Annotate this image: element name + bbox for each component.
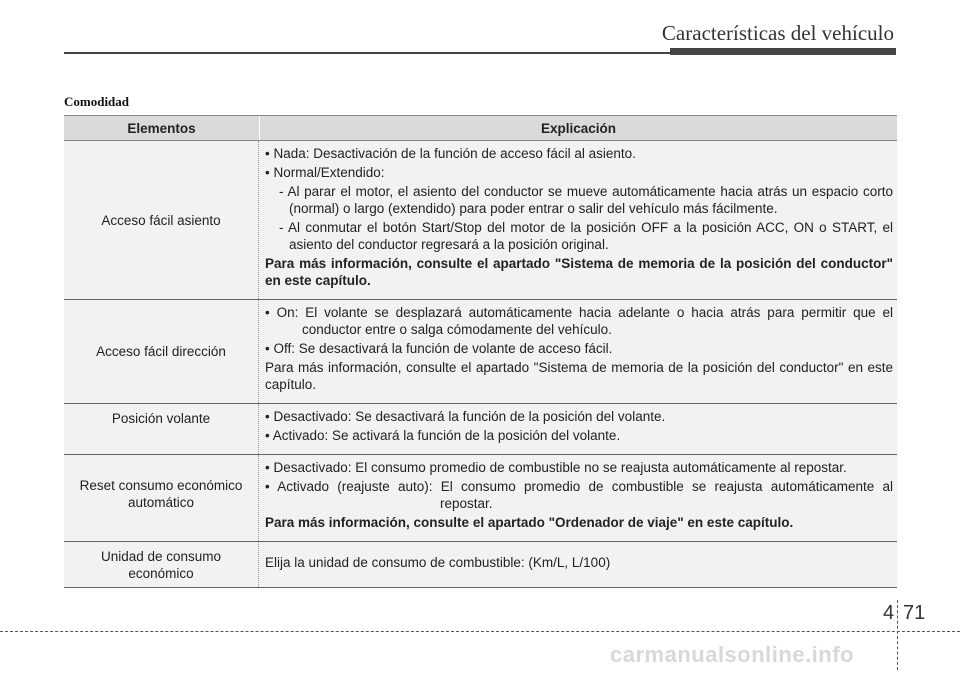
explanation-note: Para más información, consulte el apartado "Sistema de memoria de la posición del conductor" en este capítulo. xyxy=(265,256,893,288)
explanation-line: • Desactivado: Se desactivará la función de la posición del volante. xyxy=(265,409,666,424)
table-header xyxy=(64,115,897,141)
row-item: Acceso fácil asiento xyxy=(64,141,259,299)
explanation-line: • Activado: Se activará la función de la posición del volante. xyxy=(265,428,621,443)
header-accent-bar xyxy=(670,48,896,55)
explanation-line: • On: El volante se desplazará automáticamente hacia adelante o hacia atrás para permitir que el conductor entre o salga cómodamente del vehículo. xyxy=(265,305,893,337)
column-header-elementos: Elementos xyxy=(64,116,260,140)
chapter-number: 4 xyxy=(883,602,895,624)
table-row xyxy=(64,542,897,588)
chapter-title: Características del vehículo xyxy=(661,21,894,45)
watermark: carmanualsonline.info xyxy=(610,642,854,667)
settings-table xyxy=(64,115,897,588)
row-item: Reset consumo económico automático xyxy=(64,455,259,541)
explanation-note: Para más información, consulte el apartado "Sistema de memoria de la posición del conductor" en este capítulo. xyxy=(265,360,893,392)
explanation-line: Elija la unidad de consumo de combustible: (Km/L, L/100) xyxy=(265,555,611,570)
row-item: Posición volante xyxy=(64,404,259,454)
explanation-line: • Activado (reajuste auto): El consumo promedio de combustible se reajusta automáticamente al repostar. xyxy=(265,479,893,511)
explanation-line: • Off: Se desactivará la función de volante de acceso fácil. xyxy=(265,341,613,356)
table-row xyxy=(64,455,897,542)
row-explanation xyxy=(259,141,897,299)
explanation-subline: - Al parar el motor, el asiento del conductor se mueve automáticamente hacia atrás un espacio corto (normal) o largo (extendido) para poder entrar o salir del vehículo más fácilmente. xyxy=(279,184,893,216)
explanation-subline: - Al conmutar el botón Start/Stop del motor de la posición OFF a la posición ACC, ON o START, el asiento del conductor regresará a la posición original. xyxy=(279,220,893,252)
explanation-line: • Desactivado: El consumo promedio de combustible no se reajusta automáticamente al repostar. xyxy=(265,460,847,475)
explanation-line: • Nada: Desactivación de la función de acceso fácil al asiento. xyxy=(265,146,636,161)
page-divider xyxy=(897,600,899,670)
table-row xyxy=(64,404,897,455)
header-rule xyxy=(64,52,670,54)
table-row xyxy=(64,300,897,404)
explanation-line: • Normal/Extendido: xyxy=(265,165,385,180)
row-explanation xyxy=(259,542,897,587)
table-row xyxy=(64,141,897,300)
row-item: Unidad de consumo económico xyxy=(64,542,259,587)
footer-rule xyxy=(0,631,960,632)
row-explanation xyxy=(259,300,897,403)
row-explanation xyxy=(259,455,897,541)
row-explanation xyxy=(259,404,897,454)
row-item: Acceso fácil dirección xyxy=(64,300,259,403)
column-header-explicacion: Explicación xyxy=(540,120,617,136)
explanation-note: Para más información, consulte el apartado "Ordenador de viaje" en este capítulo. xyxy=(265,515,794,530)
section-title: Comodidad xyxy=(64,94,130,109)
page-number: 71 xyxy=(903,602,926,624)
